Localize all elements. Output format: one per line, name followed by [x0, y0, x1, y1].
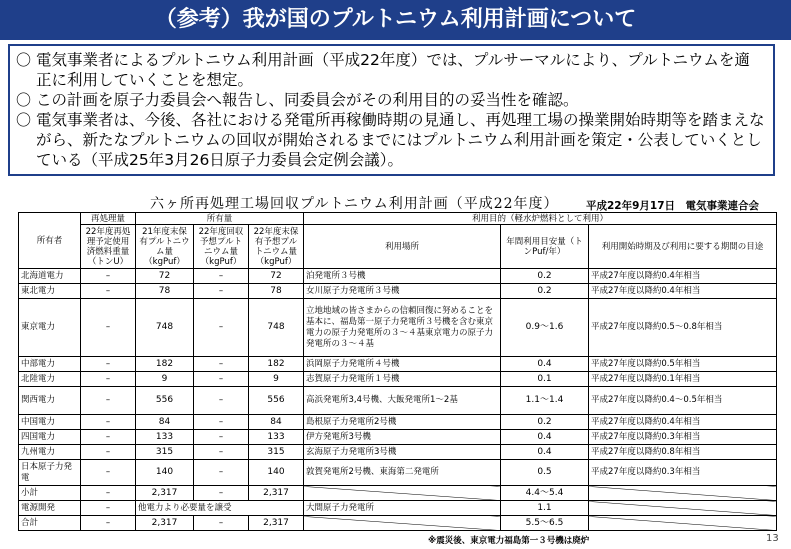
col-group-reprocess: 再処理量 [81, 213, 136, 225]
table-date-org: 平成22年9月17日 電気事業連合会 [586, 200, 760, 212]
table-row: 中国電力 – 84 – 84 島根原子力発電所2号機 0.2 平成27年度以降約0.4年相当 [19, 415, 777, 430]
table-row: 東北電力 – 78 – 78 女川原子力発電所３号機 0.2 平成27年度以降約0.4年相当 [19, 284, 777, 299]
col-h22: 22年度回収予想プルトニウム量（kgPuf） [194, 225, 249, 269]
table-row: 北陸電力 – 9 – 9 志賀原子力発電所１号機 0.1 平成27年度以降約0.1年相当 [19, 372, 777, 387]
col-reprocess: 22年度再処理予定使用済燃料重量（トンU） [81, 225, 136, 269]
table-row: 関西電力 – 556 – 556 高浜発電所3,4号機、大飯発電所1～2基 1.1～1.4 平成27年度以降約0.4～0.5年相当 [19, 387, 777, 415]
table-row: 四国電力 – 133 – 133 伊方発電所3号機 0.4 平成27年度以降約0.3年相当 [19, 430, 777, 445]
table-row: 北海道電力 – 72 – 72 泊発電所３号機 0.2 平成27年度以降約0.4年相当 [19, 269, 777, 284]
summary-box [8, 44, 775, 176]
col-place: 利用場所 [304, 225, 501, 269]
empty-cell [589, 486, 777, 501]
empty-cell [304, 516, 501, 531]
table-row: 東京電力 – 748 – 748 立地地域の皆さまからの信頼回復に努めることを基本に、福島第一原子力発電所３号機を含む東京電力の原子力発電所の３～４基東京電力の原子力発電所の３～４基 0.9～1.6 平成27年度以降約0.5～0.8年相当 [19, 299, 777, 357]
col-group-purpose: 利用目的（軽水炉燃料として利用） [304, 213, 777, 225]
table-row: 中部電力 – 182 – 182 浜岡原子力発電所４号機 0.4 平成27年度以降約0.5年相当 [19, 357, 777, 372]
footnote: ※震災後、東京電力福島第一３号機は廃炉 [428, 536, 590, 546]
table-title: 六ヶ所再処理工場回収プルトニウム利用計画（平成22年度） [150, 196, 559, 212]
col-h21: 21年度末保有プルトニウム量（kgPuf） [136, 225, 194, 269]
col-owner: 所有者 [19, 213, 81, 269]
plutonium-plan-table [18, 212, 777, 531]
col-h22end: 22年度末保有予想プルトニウム量（kgPuf） [249, 225, 304, 269]
col-period: 利用開始時期及び利用に要する期間の目途 [589, 225, 777, 269]
empty-cell [589, 501, 777, 516]
summary-item: 〇 電気事業者によるプルトニウム利用計画（平成22年度）では、プルサーマルにより、プルトニウムを適正に利用していくことを想定。 [18, 50, 765, 90]
col-group-holding: 所有量 [136, 213, 304, 225]
empty-cell [304, 486, 501, 501]
summary-item: 〇 電気事業者は、今後、各社における発電所再稼働時期の見通し、再処理工場の操業開始時期等を踏まえながら、新たなプルトニウムの回収が開始されるまでにはプルトニウム利用計画を策定・公表していくとしている（平成25年3月26日原子力委員会定例会議）。 [18, 110, 765, 170]
col-annual: 年間利用目安量（トンPuf/年） [501, 225, 589, 269]
table-row: 九州電力 – 315 – 315 玄海原子力発電所3号機 0.4 平成27年度以降約0.8年相当 [19, 445, 777, 460]
total-row: 合計 – 2,317 – 2,317 5.5～6.5 [19, 516, 777, 531]
jaea-row: 電源開発 – 他電力より必要量を譲受 大間原子力発電所 1.1 [19, 501, 777, 516]
subtotal-row: 小計 – 2,317 – 2,317 4.4～5.4 [19, 486, 777, 501]
table-row: 日本原子力発電 – 140 – 140 敦賀発電所2号機、東海第二発電所 0.5 平成27年度以降約0.3年相当 [19, 460, 777, 486]
page-title: （参考）我が国のプルトニウム利用計画について [0, 0, 791, 40]
empty-cell [589, 516, 777, 531]
summary-item: 〇 この計画を原子力委員会へ報告し、同委員会がその利用目的の妥当性を確認。 [18, 90, 765, 110]
page-number: 13 [766, 533, 779, 544]
